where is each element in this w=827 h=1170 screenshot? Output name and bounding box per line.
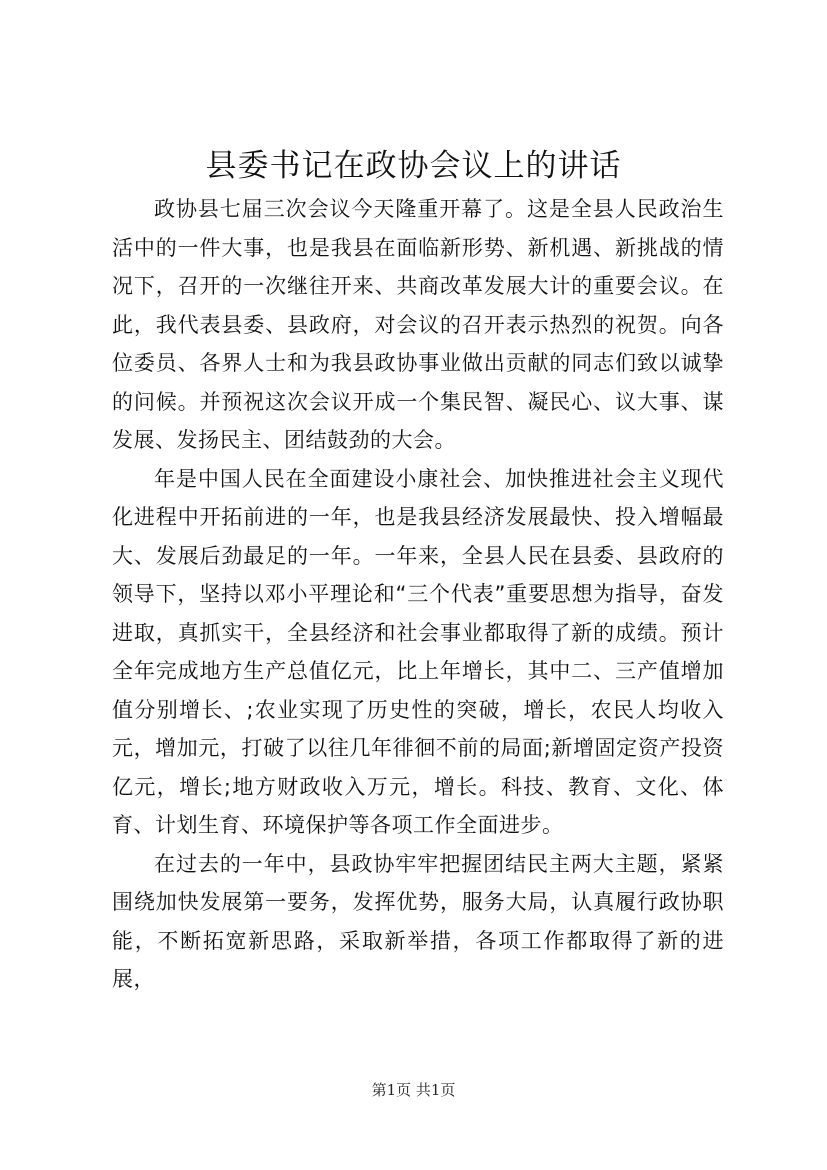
document-title: 县委书记在政协会议上的讲话 — [205, 148, 622, 184]
document-body — [112, 190, 724, 999]
paragraph: 在过去的一年中，县政协牢牢把握团结民主两大主题，紧紧围绕加快发展第一要务，发挥优势，服务大局，认真履行政协职能，不断拓宽新思路，采取新举措，各项工作都取得了新的进展， — [112, 851, 724, 991]
paragraph: 政协县七届三次会议今天隆重开幕了。这是全县人民政治生活中的一件大事，也是我县在面临新形势、新机遇、新挑战的情况下，召开的一次继往开来、共商改革发展大计的重要会议。在此，我代表县委、县政府，对会议的召开表示热烈的祝贺。向各位委员、各界人士和为我县政协事业做出贡献的同志们致以诚挚的问候。并预祝这次会议开成一个集民智、凝民心、议大事、谋发展、发扬民主、团结鼓劲的大会。 — [112, 197, 724, 452]
page-footer: 第1页 共1页 — [371, 1081, 456, 1099]
paragraph: 年是中国人民在全面建设小康社会、加快推进社会主义现代化进程中开拓前进的一年，也是我县经济发展最快、投入增幅最大、发展后劲最足的一年。一年来，全县人民在县委、县政府的领导下，坚持以邓小平理论和“三个代表”重要思想为指导，奋发进取，真抓实干，全县经济和社会事业都取得了新的成绩。预计全年完成地方生产总值亿元，比上年增长，其中二、三产值增加值分别增长、;农业实现了历史性的突破，增长，农民人均收入元，增加元，打破了以往几年徘徊不前的局面;新增固定资产投资亿元，增长;地方财政收入万元，增长。科技、教育、文化、体育、计划生育、环境保护等各项工作全面进步。 — [112, 466, 724, 837]
